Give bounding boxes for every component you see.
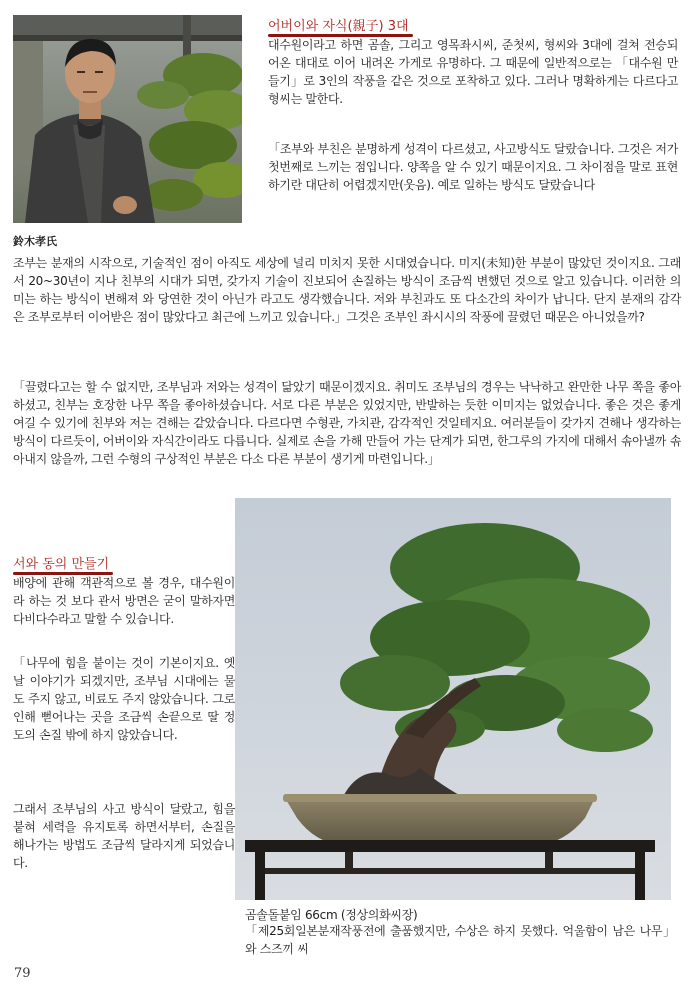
portrait-caption: 鈴木孝氏 — [13, 235, 57, 248]
section1-paragraph-2: 「조부와 부친은 분명하게 성격이 다르셨고, 사고방식도 달랐습니다. 그것은 저가 첫번째로 느끼는 점입니다. 양쪽을 알 수 있기 때문이지요. 그 차이점을 말로 표현하기란 대단히 어렵겠지만(웃음). 예로 일하는 방식도 달랐습니다 — [268, 142, 678, 192]
section1-paragraph-4: 「끌렸다고는 할 수 없지만, 조부님과 저와는 성격이 닮았기 때문이겠지요. 취미도 조부님의 경우는 낙낙하고 완만한 나무 쪽을 좋아하셨고, 친부는 호장한 나무 쪽을 좋아하셨습니다. 서로 다른 부분은 있었지만, 반발하는 듯한 이미지는 없었습니다. 좋은 것은 좋게 여길 수 있기에 친부와 저는 견해는 같았습니다. 다르다면 수형관, 가치관, 감각적인 것일테지요. 여러분들이 갖가지 견해나 생각하는 방식이 다르듯이, 어버이와 자식간이라도 다릅니다. 실제로 손을 가해 만들어 가는 단계가 되면, 한그루의 가지에 대해서 솎아낼까 솎아내지 않을까, 그런 수형의 구상적인 부분은 다소 다른 부분이 생기게 마련입니다.」 — [13, 380, 681, 466]
bonsai-photo — [235, 498, 671, 900]
bonsai-illustration — [235, 498, 671, 900]
section2-paragraph-2: 「나무에 힘을 붙이는 것이 기본이지요. 옛날 이야기가 되겠지만, 조부님 시대에는 물도 주지 않고, 비료도 주지 않았습니다. 그로 인해 뻗어나는 곳을 조금씩 손끝으로 딸 정도의 손질 밖에 하지 않았습니다. — [13, 656, 235, 742]
portrait-illustration — [13, 15, 242, 223]
section-heading-parent-child: 어버이와 자식(親子) 3대 — [268, 15, 409, 34]
section1-paragraph-3: 조부는 분재의 시작으로, 기술적인 점이 아직도 세상에 널리 미치지 못한 시대였습니다. 미지(未知)한 부분이 많았던 것이지요. 그래서 20~30년이 지나 친부의 시대가 되면, 갖가지 기술이 진보되어 손질하는 방식이 조금씩 변했던 것으로 알고 있습니다. 이러한 의미는 하는 방식이 변해져 와 당연한 것이 아닌가 라고도 생각했습니다. 저와 부친과도 또 다소간의 차이가 납니다. 단지 분재의 감각은 조부로부터 이어받은 점이 많았다고 최근에 느끼고 있습니다.」그것은 조부인 좌시시의 작풍에 끌렸던 때문은 아니었을까? — [13, 256, 681, 324]
section-heading-west-east: 서와 동의 만들기 — [13, 553, 109, 572]
section1-paragraph-1: 대수원이라고 하면 곰솔, 그리고 영목좌시씨, 준첫씨, 형씨와 3대에 걸쳐 전승되어온 대대로 이어 내려온 가게로 유명하다. 그 때문에 일반적으로는 「대수원 만들기」로 3인의 작풍을 같은 것으로 포착하고 있다. 그러나 명확하게는 다르다고 형씨는 말한다. — [268, 38, 678, 106]
portrait-photo — [13, 15, 242, 223]
bonsai-caption-line-2: 「제25회일본분재작풍전에 출품했지만, 수상은 하지 못했다. 억울함이 남은 나무」와 스즈끼 씨 — [245, 924, 675, 956]
section2-paragraph-1: 배양에 관해 객관적으로 볼 경우, 대수원이라 하는 것 보다 관서 방면은 굳이 말하자면 다비다수라고 말할 수 있습니다. — [13, 576, 235, 626]
bonsai-caption-line-1: 곰솔돌붙임 66cm (정상의화씨장) — [245, 908, 418, 922]
page-number: 79 — [14, 966, 31, 981]
section2-paragraph-3: 그래서 조부님의 사고 방식이 달랐고, 힘을 붙혀 세력을 유지토록 하면서부터, 손질을 해나가는 방법도 조금씩 달라지게 되었습니다. — [13, 802, 235, 870]
